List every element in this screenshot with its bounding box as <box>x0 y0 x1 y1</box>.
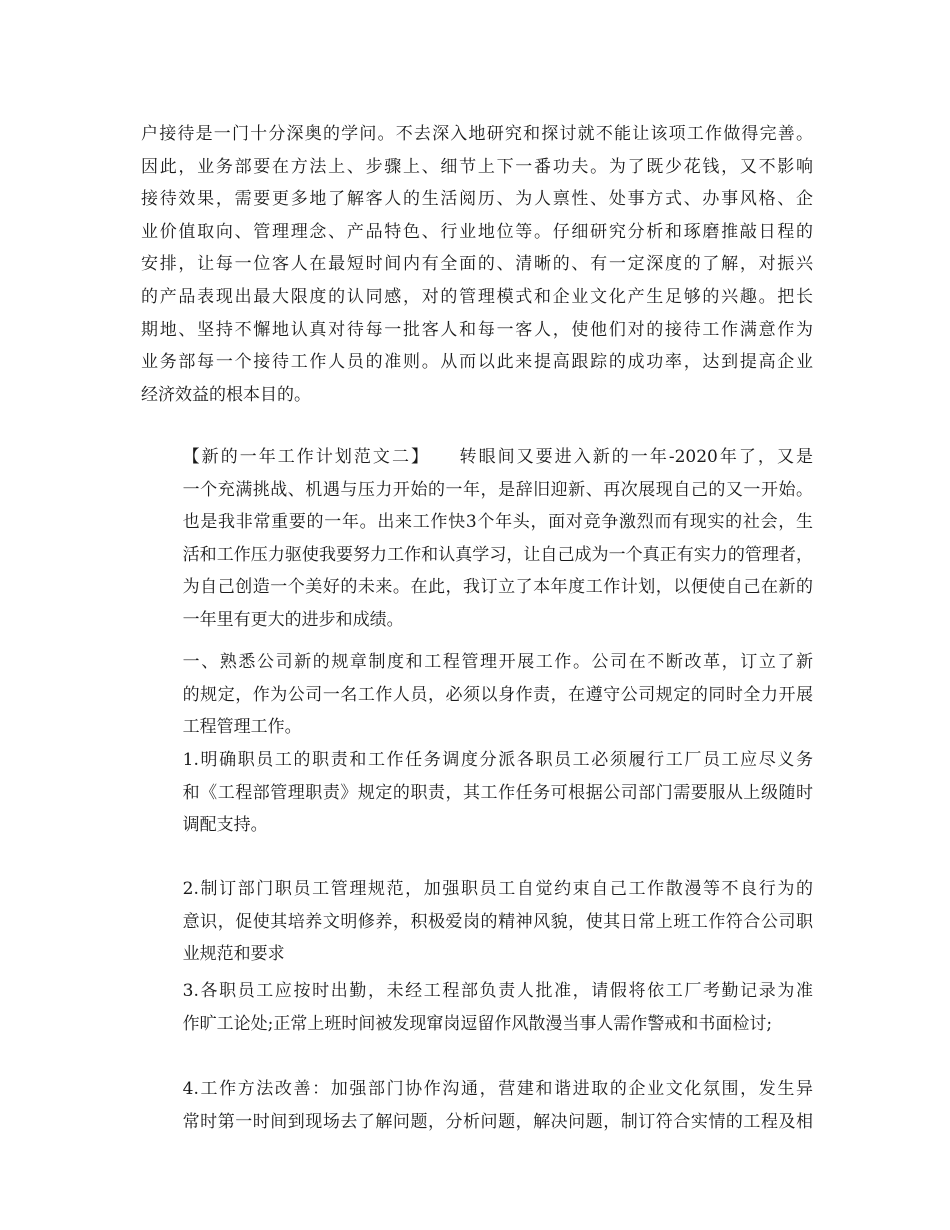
text-line: 一、熟悉公司新的规章制度和工程管理开展工作。公司在不断改革，订立了新 <box>182 652 813 672</box>
text-line: 的规定，作为公司一名工作人员，必须以身作责，在遵守公司规定的同时全力开展 <box>182 684 813 705</box>
paragraph-item-2 <box>141 873 813 971</box>
text-line: 为自己创造一个美好的未来。在此，我订立了本年度工作计划，以便使自己在新的 <box>182 577 813 598</box>
text-line: 也是我非常重要的一年。出来工作快3个年头，面对竞争激烈而有现实的社会，生 <box>182 512 813 533</box>
paragraph-item-1 <box>141 744 813 842</box>
paragraph-item-4 <box>141 1073 813 1138</box>
text-line: 安排，让每一位客人在最短时间内有全面的、清晰的、有一定深度的了解，对振兴 <box>141 254 813 275</box>
text-line: 工程管理工作。 <box>182 717 302 738</box>
text-line: 一年里有更大的进步和成绩。 <box>182 609 404 630</box>
text-line: 业务部每一个接待工作人员的准则。从而以此来提高跟踪的成功率，达到提高企业 <box>141 352 813 373</box>
text-line: 3.各职员工应按时出勤，未经工程部负责人批准，请假将依工厂考勤记录为准 <box>182 981 813 1001</box>
paragraph-item-3 <box>141 975 813 1040</box>
text-line: 2.制订部门职员工管理规范，加强职员工自觉约束自己工作散漫等不良行为的 <box>182 879 813 899</box>
text-line: 1.明确职员工的职责和工作任务调度分派各职员工必须履行工厂员工应尽义务 <box>182 750 813 770</box>
text-line: 作旷工论处;正常上班时间被发现窜岗逗留作风散漫当事人需作警戒和书面检讨; <box>182 1013 773 1034</box>
text-line: 活和工作压力驱使我要努力工作和认真学习，让自己成为一个真正有实力的管理者， <box>182 544 813 565</box>
text-line: 和《工程部管理职责》规定的职责，其工作任务可根据公司部门需要服从上级随时 <box>182 782 813 803</box>
paragraph-section-one <box>141 646 813 744</box>
text-line: 常时第一时间到现场去了解问题，分析问题，解决问题，制订符合实情的工程及相 <box>182 1111 813 1132</box>
paragraph-plan-sample-two <box>141 441 813 637</box>
text-line: 接待效果，需要更多地了解客人的生活阅历、为人禀性、处事方式、办事风格、企 <box>141 189 813 210</box>
text-line: 经济效益的根本目的。 <box>141 384 311 405</box>
text-line: 调配支持。 <box>182 815 268 836</box>
text-line: 业规范和要求 <box>182 944 285 965</box>
text-line: 期地、坚持不懈地认真对待每一批客人和每一客人，使他们对的接待工作满意作为 <box>141 319 813 340</box>
text-line: 一个充满挑战、机遇与压力开始的一年，是辞旧迎新、再次展现自己的又一开始。 <box>182 479 813 500</box>
paragraph-reception-intro <box>141 118 813 411</box>
text-line: 的产品表现出最大限度的认同感，对的管理模式和企业文化产生足够的兴趣。把长 <box>141 286 813 307</box>
text-line: 意识，促使其培养文明修养，积极爱岗的精神风貌，使其日常上班工作符合公司职 <box>182 911 813 932</box>
text-line: 【新的一年工作计划范文二】 转眼间又要进入新的一年-2020年了，又是 <box>182 447 813 467</box>
text-line: 业价值取向、管理理念、产品特色、行业地位等。仔细研究分析和琢磨推敲日程的 <box>141 221 813 242</box>
text-line: 因此，业务部要在方法上、步骤上、细节上下一番功夫。为了既少花钱，又不影响 <box>141 156 813 177</box>
text-line: 4.工作方法改善：加强部门协作沟通，营建和谐进取的企业文化氛围，发生异 <box>182 1079 813 1099</box>
text-line: 户接待是一门十分深奥的学问。不去深入地研究和探讨就不能让该项工作做得完善。 <box>141 124 813 144</box>
